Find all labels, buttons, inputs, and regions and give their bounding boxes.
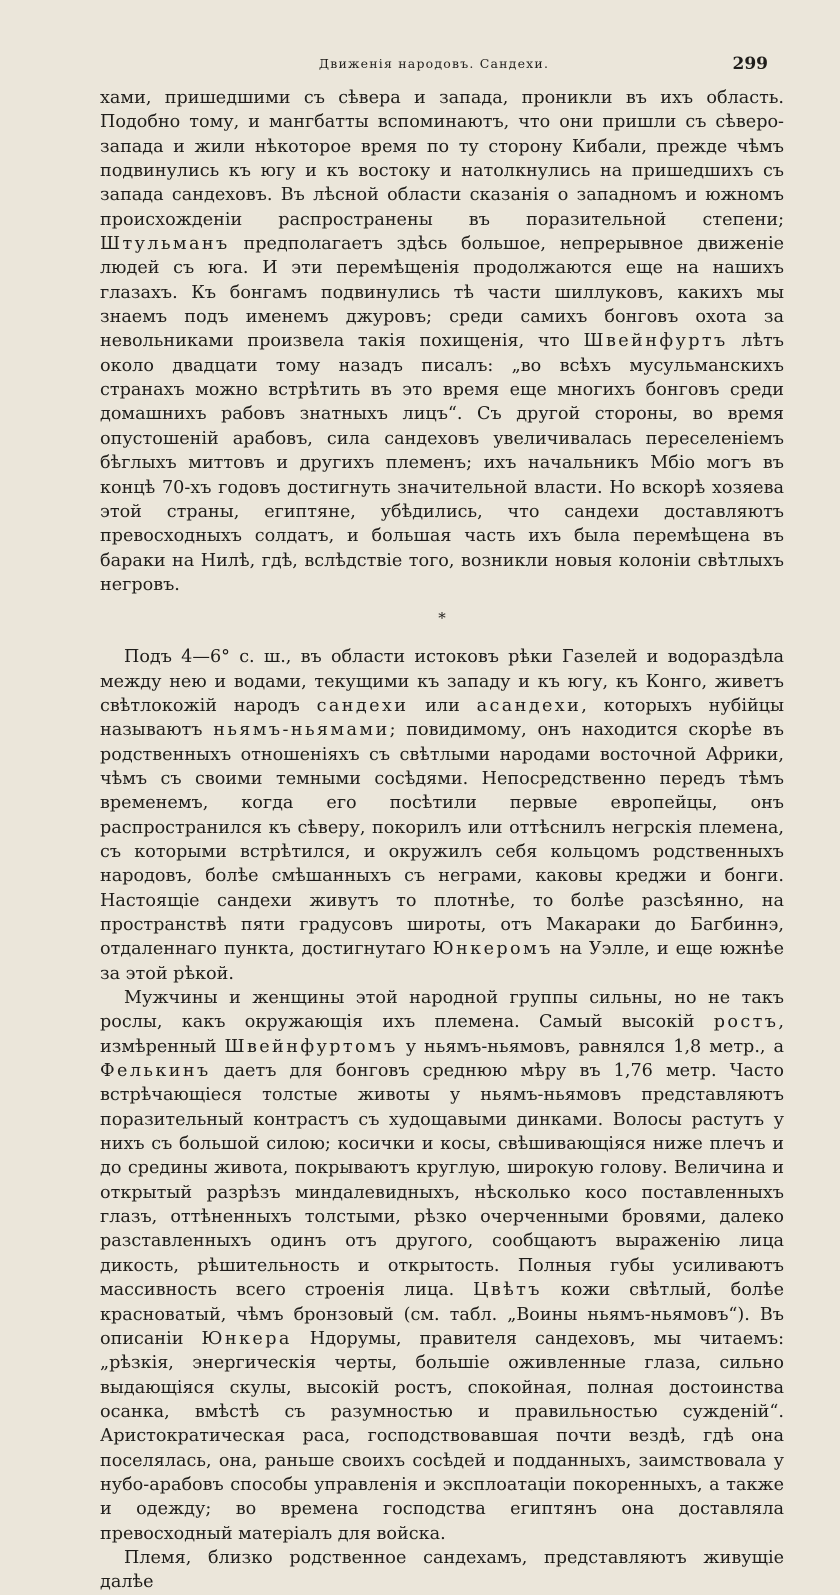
people-name: асандехи (476, 695, 582, 716)
author-name: Швейнфуртъ (583, 331, 728, 352)
section-divider: * (438, 609, 446, 628)
text-run: даетъ для бонговъ среднюю мѣру въ 1,76 метр. Часто встрѣчающіеся толстые животы у ньямъ-ньямовъ представляютъ поразительный контрастъ съ худощавыми динками. Волосы растутъ у нихъ съ большой силою; косички и косы, свѣшивающіяся ниже плечъ и до средины живота, покрываютъ круглую, широкую голову. Величина и открытый разрѣзъ миндалевидныхъ, нѣсколько косо поставленныхъ глазъ, оттѣненныхъ толстыми, рѣзко очерченными бровями, далеко разставленныхъ одинъ отъ другого, сообщаютъ выраженію лица дикость, рѣшительность и открытость. Полныя губы усиливаютъ массивность всего строенія лица. (100, 1061, 784, 1301)
paragraph-continuation (100, 86, 784, 597)
text-run: предполагаетъ здѣсь большое, непрерывное движеніе людей съ юга. И эти перемѣщенія продолжаются еще на нашихъ глазахъ. Къ бонгамъ подвинулись тѣ части шиллуковъ, какихъ мы знаемъ подъ именемъ джуровъ; среди самихъ бонговъ охота за невольниками произвела такія похищенія, что (100, 234, 784, 352)
emphasis-term: Цвѣтъ (473, 1280, 542, 1301)
text-run: Мужчины и женщины этой народной группы сильны, но не такъ рослы, какъ окружающія ихъ племена. Самый высокій (100, 988, 784, 1033)
text-run: хами, пришедшими съ сѣвера и запада, проникли въ ихъ область. Подобно тому, и мангбатты вспоминаютъ, что они пришли съ сѣверо-запада и жили нѣкоторое время по ту сторону Кибали, прежде чѣмъ подвинулись къ югу и къ востоку и натолкнулись на пришедшихъ съ запада сандеховъ. Въ лѣсной области сказанія о западномъ и южномъ происхожденіи распространены въ поразительной степени; (100, 88, 784, 230)
paragraph-closing: Племя, близко родственное сандехамъ, представляютъ живущіе далѣе (100, 1547, 784, 1593)
text-run: ; повидимому, онъ находится скорѣе въ родственныхъ отношеніяхъ съ свѣтлыми народами восточной Африки, чѣмъ съ своими темными сосѣдями. Непосредственно передъ тѣмъ временемъ, когда его посѣтили первые европейцы, онъ распространился къ сѣверу, покорилъ или оттѣснилъ негрскія племена, съ которыми встрѣтился, и окружилъ себя кольцомъ родственныхъ народовъ, болѣе смѣшанныхъ съ неграми, каковы креджи и бонги. Настоящіе сандехи живутъ то плотнѣе, то болѣе разсѣянно, на пространствѣ пяти градусовъ широты, отъ Макараки до Багбиннэ, отдаленнаго пункта, достигнутаго (100, 720, 784, 960)
author-name: Швейнфуртомъ (224, 1036, 398, 1057)
body-text (100, 86, 784, 1595)
text-run: на Уэлле, и еще южнѣе за этой рѣкой. (100, 939, 784, 984)
author-name: Штульманъ (100, 234, 230, 255)
text-run: Ндорумы, правителя сандеховъ, мы читаемъ: „рѣзкія, энергическія черты, большіе оживленные глаза, сильно выдающіяся скулы, высокій ростъ, спокойная, полная достоинства осанка, вмѣстѣ съ разумностью и правильностью сужденій“. Аристократическая раса, господствовавшая почти вездѣ, гдѣ она поселялась, она, раньше своихъ сосѣдей и подданныхъ, заимствовала у нубо-арабовъ способы управленія и эксплоатаціи покоренныхъ, а также и одежду; во времена господства египтянъ она доставляла превосходный матеріалъ для войска. (100, 1328, 785, 1544)
page-number: 299 (732, 54, 768, 74)
running-head (84, 54, 784, 76)
text-run: лѣтъ около двадцати тому назадъ писалъ: „во всѣхъ мусульманскихъ странахъ можно встрѣтить въ это время еще многихъ бонговъ среди домашнихъ рабовъ знатныхъ лицъ“. Съ другой стороны, во время опустошеній арабовъ, сила сандеховъ увеличивалась переселеніемъ бѣглыхъ миттовъ и другихъ племенъ; ихъ начальникъ Мбіо могъ въ концѣ 70-хъ годовъ достигнуть значительной власти. Но вскорѣ хозяева этой страны, египтяне, убѣдились, что сандехи доставляютъ превосходныхъ солдатъ, и большая часть ихъ была перемѣщена въ бараки на Нилѣ, гдѣ, вслѣдствіе того, возникли новыя колоніи свѣтлыхъ негровъ. (100, 331, 784, 595)
author-name: Юнкеромъ (432, 939, 553, 960)
text-run: или (408, 695, 477, 716)
text-run: Подъ 4—6° с. ш., въ области истоковъ рѣки Газелей и водораздѣла между нею и водами, текущими къ западу и къ югу, къ Конго, живетъ свѣтлокожій народъ (100, 647, 784, 716)
text-run: кожи свѣтлый, болѣе красноватый, чѣмъ бронзовый (см. табл. „Воины ньямъ-ньямовъ“). Въ описаніи (100, 1280, 785, 1349)
emphasis-term: ростъ (713, 1012, 779, 1033)
text-run: , измѣренный (100, 1012, 784, 1057)
running-title: Движенія народовъ. Сандехи. (318, 56, 550, 71)
people-name: сандехи (316, 695, 409, 716)
author-name: Юнкера (201, 1328, 292, 1349)
people-name: ньямъ-ньямами (213, 720, 390, 741)
author-name: Фелькинъ (100, 1061, 211, 1082)
paragraph-physique (100, 986, 784, 1546)
paragraph-sandehi-intro (100, 645, 784, 986)
text-run: у ньямъ-ньямовъ, равнялся 1,8 метр., а (397, 1036, 784, 1057)
text-run: , которыхъ нубійцы называютъ (100, 695, 784, 741)
